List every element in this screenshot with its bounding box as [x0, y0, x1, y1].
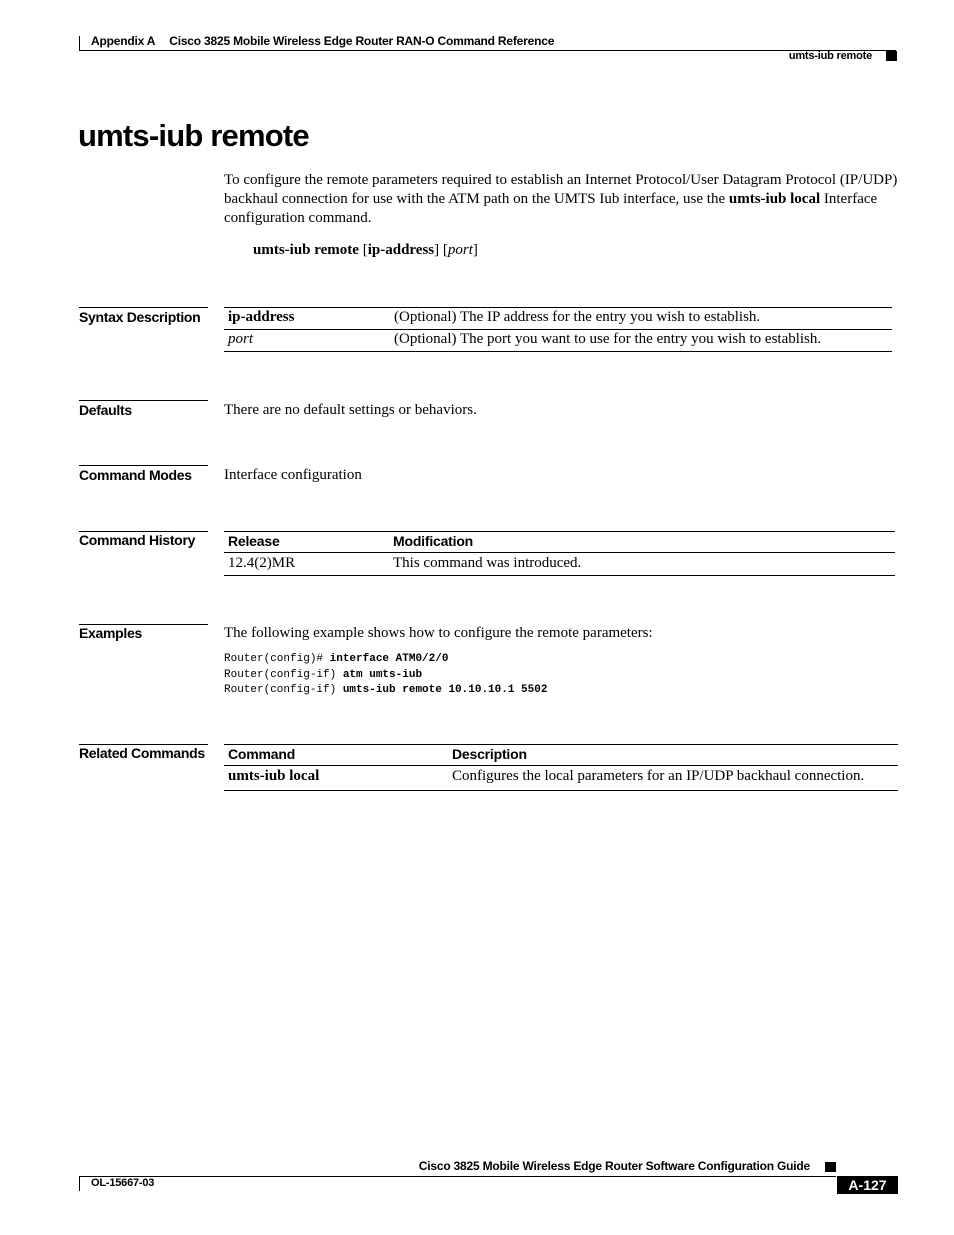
code-example: [224, 652, 547, 699]
syntax-description-heading: Syntax Description: [79, 309, 201, 325]
modification-cell: This command was introduced.: [393, 555, 582, 571]
intro-paragraph: [224, 171, 899, 228]
column-header-release: Release: [224, 532, 389, 553]
table-row: [224, 553, 895, 576]
code-command: atm umts-iub: [342, 668, 423, 681]
code-line: [224, 652, 547, 668]
defaults-heading: Defaults: [79, 402, 132, 418]
command-cell: [224, 766, 448, 791]
examples-heading: Examples: [79, 625, 142, 641]
code-prompt: Router(config-if): [224, 668, 343, 681]
table-row: [224, 308, 892, 330]
footer-vertical-rule: [79, 1177, 80, 1191]
table-header-row: [224, 745, 898, 766]
syntax-bracket: [: [358, 242, 368, 258]
code-line: [224, 668, 547, 684]
code-command: umts-iub remote 10.10.10.1 5502: [342, 684, 548, 696]
command-modes-heading: Command Modes: [79, 467, 192, 483]
section-header: umts-iub remote: [788, 50, 872, 62]
release-cell: 12.4(2)MR: [228, 555, 296, 571]
header-rule: [79, 50, 896, 51]
defaults-text: There are no default settings or behaviors.: [224, 402, 477, 418]
running-header: [91, 34, 554, 48]
footer-doc-number: OL-15667-03: [91, 1177, 155, 1189]
related-commands-heading: Related Commands: [79, 745, 205, 761]
syntax-arg-ip: ip-address: [367, 242, 435, 258]
syntax-arg-port: port: [447, 242, 473, 258]
table-row: [224, 766, 898, 791]
intro-text-1: To configure the remote parameters required to establish an Internet Protocol/User Datagram Protocol (IP/UDP) backhaul connection for use with the ATM path on the UMTS Iub interface, use the: [224, 172, 898, 207]
column-header-description: Description: [448, 745, 898, 766]
term-cell: [224, 330, 390, 352]
intro-text-2: Interface configuration command.: [224, 191, 878, 226]
term-cell: [224, 308, 390, 330]
appendix-label: Appendix A: [91, 34, 156, 48]
desc-cell: (Optional) The port you want to use for the entry you wish to establish.: [390, 330, 892, 352]
footer-marker: [825, 1162, 836, 1172]
command-modes-text: Interface configuration: [224, 467, 362, 483]
description-cell: Configures the local parameters for an IP/UDP backhaul connection.: [452, 768, 865, 784]
page-title: umts-iub remote: [78, 118, 309, 153]
header-vertical-rule: [79, 36, 80, 51]
related-commands-table: [224, 744, 898, 791]
page-number: A-127: [837, 1176, 898, 1194]
code-line: [224, 683, 547, 699]
footer-rule: [79, 1176, 836, 1177]
desc-cell: (Optional) The IP address for the entry you wish to establish.: [394, 309, 761, 325]
table-row: [224, 330, 892, 352]
header-marker: [886, 51, 897, 61]
examples-text: The following example shows how to configure the remote parameters:: [224, 625, 653, 641]
section-rule: [79, 465, 208, 466]
chapter-title: Cisco 3825 Mobile Wireless Edge Router RAN-O Command Reference: [169, 34, 555, 48]
code-command: interface ATM0/2/0: [329, 653, 449, 665]
term-port: port: [228, 331, 254, 347]
table-header-row: [224, 532, 895, 553]
section-rule: [79, 307, 208, 308]
intro-command: umts-iub local: [728, 191, 821, 207]
section-rule: [79, 400, 208, 401]
syntax-bracket: ] [: [434, 242, 448, 258]
code-prompt: Router(config)#: [224, 653, 330, 665]
term-ip-address: ip-address: [228, 309, 295, 325]
column-header-command: Command: [224, 745, 448, 766]
footer-guide-title: Cisco 3825 Mobile Wireless Edge Router Software Configuration Guide: [418, 1159, 810, 1173]
column-header-modification: Modification: [389, 532, 895, 553]
syntax-description-table: [224, 307, 892, 352]
syntax-command: umts-iub remote: [253, 242, 359, 258]
command-syntax: [253, 242, 478, 259]
syntax-bracket: ]: [472, 242, 478, 258]
related-command-link[interactable]: umts-iub local: [228, 768, 320, 784]
command-history-table: [224, 531, 895, 576]
code-prompt: Router(config-if): [224, 684, 343, 696]
command-history-heading: Command History: [79, 532, 196, 548]
